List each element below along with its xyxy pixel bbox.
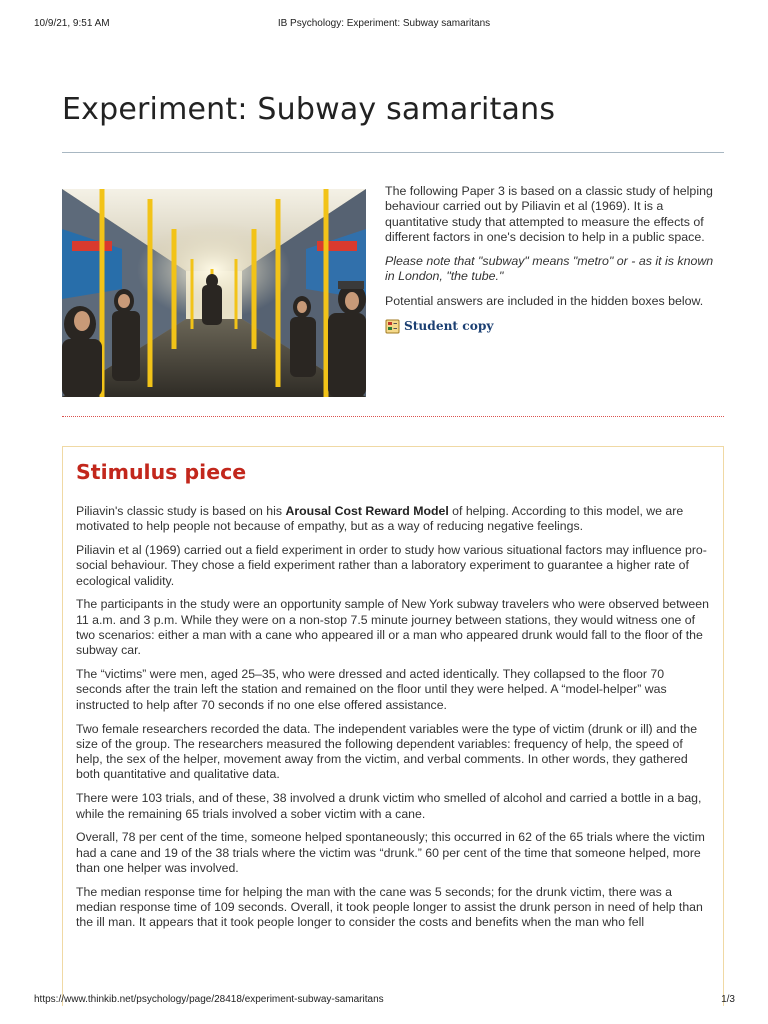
stimulus-paragraph: The participants in the study were an opportunity sample of New York subway travelers who were observed between 11 a.m. and 3 p.m. While they were on a non-stop 7.5 minute journey between stations, they would witness one of two scenarios: either a man with a cane who appeared ill or a man who appeared drunk would fall to the floor of the subway car. xyxy=(76,597,709,658)
subway-car-photo xyxy=(62,189,366,397)
page-url: https://www.thinkib.net/psychology/page/28418/experiment-subway-samaritans xyxy=(34,994,384,1005)
stimulus-heading: Stimulus piece xyxy=(76,460,247,484)
intro-note: Please note that "subway" means "metro" or - as it is known in London, "the tube." xyxy=(385,254,714,284)
page-number: 1/3 xyxy=(721,994,735,1005)
print-datetime: 10/9/21, 9:51 AM xyxy=(34,18,110,29)
stimulus-body xyxy=(76,504,709,939)
text-run: Piliavin's classic study is based on his xyxy=(76,504,286,518)
section-divider xyxy=(62,416,724,417)
print-page-title: IB Psychology: Experiment: Subway samaritans xyxy=(277,18,491,29)
stimulus-paragraph: Overall, 78 per cent of the time, someone helped spontaneously; this occurred in 62 of the 65 trials where the victim had a cane and 19 of the 38 trials where the victim was “drunk.” 60 per cent of the time that someone helped, more than one helper was involved. xyxy=(76,830,705,875)
stimulus-paragraph xyxy=(76,504,709,535)
stimulus-box xyxy=(62,446,724,1006)
model-name: Arousal Cost Reward Model xyxy=(285,504,449,518)
stimulus-paragraph: Two female researchers recorded the data. The independent variables were the type of victim (drunk or ill) and the size of the group. The researchers measured the following dependent variables: frequency of help, the speed of help, the sex of the helper, movement away from the victim, and verbal comments. In other words, they gathered both quantitative and qualitative data. xyxy=(76,721,698,782)
intro-text xyxy=(385,184,725,334)
stimulus-paragraph: There were 103 trials, and of these, 38 involved a drunk victim who smelled of alcohol and carried a bottle in a bag, while the remaining 65 trials involved a sober victim with a cane. xyxy=(76,791,702,821)
stimulus-paragraph: Piliavin et al (1969) carried out a field experiment in order to study how various situational factors may influence pro-social behaviour. They chose a field experiment rather than a laboratory experiment to guarantee a higher rate of ecological validity. xyxy=(76,543,707,588)
page-title: Experiment: Subway samaritans xyxy=(62,92,556,127)
document-icon xyxy=(385,319,400,334)
student-copy-link[interactable] xyxy=(385,319,725,334)
stimulus-paragraph: The “victims” were men, aged 25–35, who were dressed and acted identically. They collapsed to the floor 70 seconds after the train left the station and remained on the floor until they were helped. A “model-helper” was instructed to help after 70 seconds if no one else offered assistance. xyxy=(76,667,667,712)
print-header xyxy=(0,18,768,32)
intro-paragraph: The following Paper 3 is based on a classic study of helping behaviour carried out by Piliavin et al (1969). It is a quantitative study that attempted to measure the effects of different factors in one's decision to help in a public space. xyxy=(385,184,713,244)
student-copy-label: Student copy xyxy=(404,319,494,334)
print-footer xyxy=(0,994,768,1008)
text-run: of helping. According to this model, we are motivated to help people not because of empathy, but as a way of reducing negative feelings. xyxy=(76,504,684,534)
title-divider xyxy=(62,152,724,153)
intro-hint: Potential answers are included in the hidden boxes below. xyxy=(385,293,704,308)
stimulus-paragraph: The median response time for helping the man with the cane was 5 seconds; for the drunk victim, there was a median response time of 109 seconds. Overall, it took people longer to assist the drunk person in need of help than the ill man. It appears that it took people longer to consider the costs and benefits when the man who fell xyxy=(76,884,703,930)
